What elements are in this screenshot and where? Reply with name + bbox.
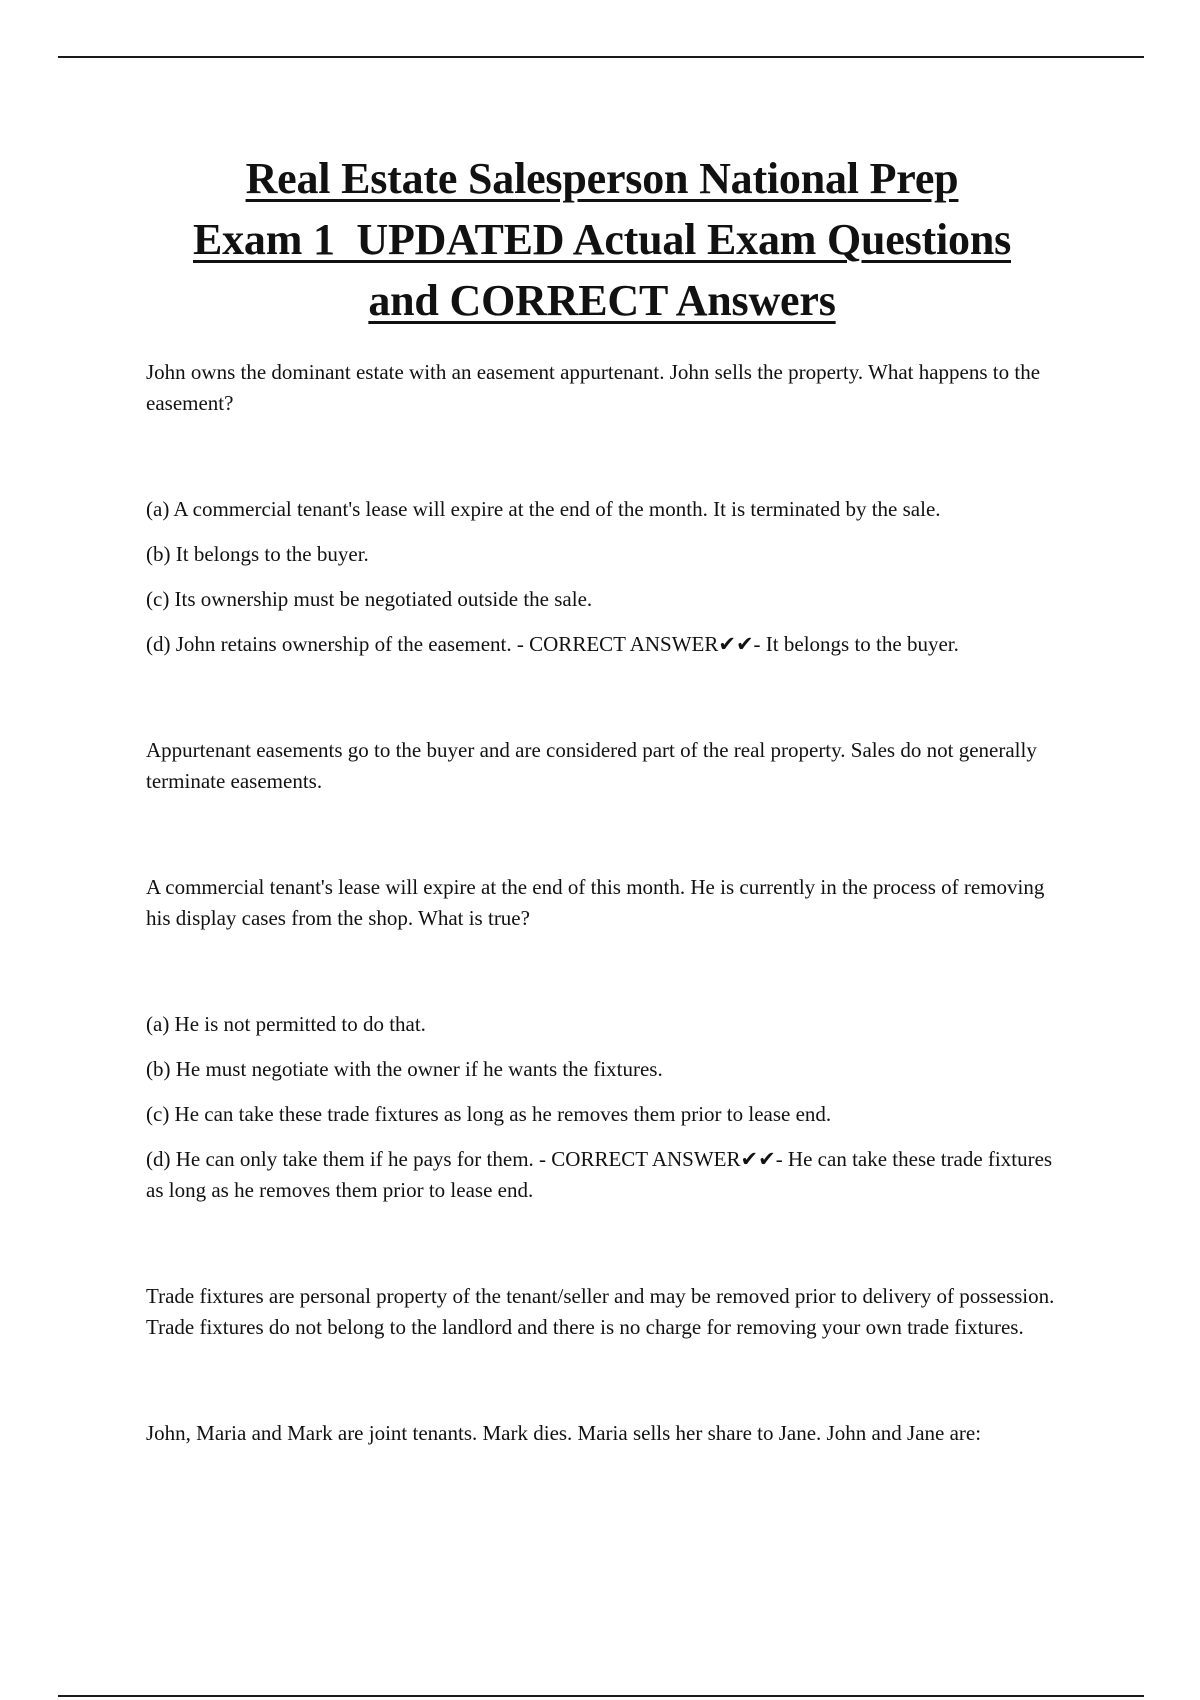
answer-explanation: Appurtenant easements go to the buyer and are considered part of the real property. Sales do not generally terminate easements.: [146, 738, 1037, 793]
answer-option-a: (a) He is not permitted to do that.: [146, 1012, 426, 1036]
answer-option-a: (a) A commercial tenant's lease will expire at the end of the month. It is terminated by the sale.: [146, 497, 941, 521]
question-prompt: John owns the dominant estate with an easement appurtenant. John sells the property. What happens to the easement?: [146, 360, 1041, 415]
question-2: [146, 872, 1058, 1343]
answer-option-d: (d) He can only take them if he pays for them. - CORRECT ANSWER✔✔- He can take these trade fixtures as long as he removes them prior to lease end.: [146, 1147, 1053, 1202]
title-line-3: and CORRECT Answers: [368, 276, 836, 325]
question-prompt: John, Maria and Mark are joint tenants. Mark dies. Maria sells her share to Jane. John and Jane are:: [146, 1421, 982, 1445]
answer-explanation: Trade fixtures are personal property of the tenant/seller and may be removed prior to delivery of possession. Trade fixtures do not belong to the landlord and there is no charge for removing your own trade fixtures.: [146, 1284, 1055, 1339]
bottom-rule: [58, 1695, 1144, 1697]
document-body: [146, 148, 1058, 1449]
title-line-2: Exam 1 UPDATED Actual Exam Questions: [192, 215, 1012, 264]
question-1: [146, 357, 1058, 797]
answer-option-b: (b) He must negotiate with the owner if he wants the fixtures.: [146, 1057, 663, 1081]
question-3: [146, 1418, 1058, 1449]
question-prompt: A commercial tenant's lease will expire at the end of this month. He is currently in the process of removing his display cases from the shop. What is true?: [146, 875, 1045, 930]
document-title: [146, 148, 1058, 331]
answer-option-d: (d) John retains ownership of the easement. - CORRECT ANSWER✔✔- It belongs to the buyer.: [146, 632, 959, 656]
answer-option-c: (c) He can take these trade fixtures as long as he removes them prior to lease end.: [146, 1102, 832, 1126]
top-rule: [58, 56, 1144, 58]
answer-option-c: (c) Its ownership must be negotiated outside the sale.: [146, 587, 593, 611]
answer-option-b: (b) It belongs to the buyer.: [146, 542, 369, 566]
title-line-1: Real Estate Salesperson National Prep: [245, 154, 959, 203]
